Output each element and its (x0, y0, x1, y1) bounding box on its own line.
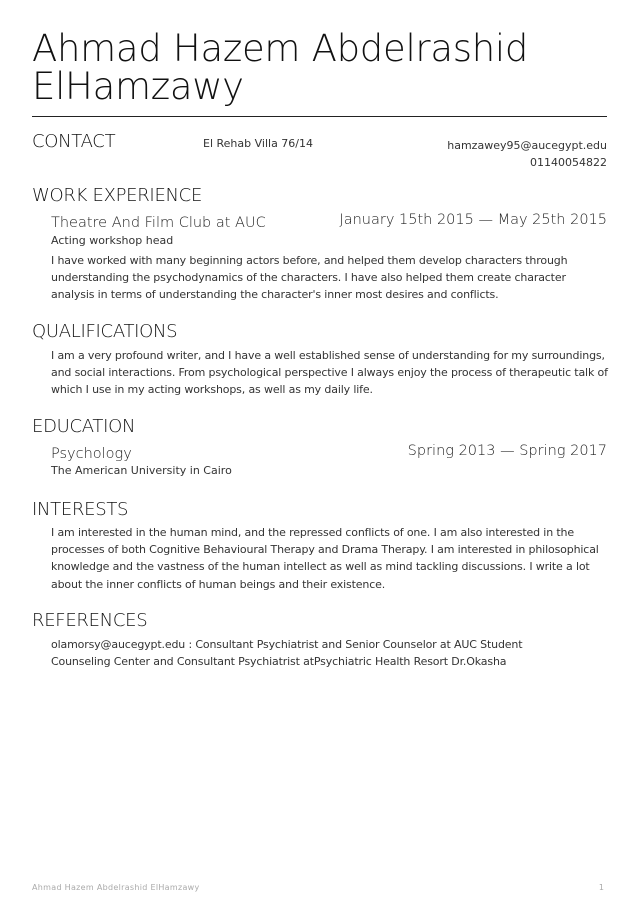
contact-phone: 01140054822 (530, 156, 607, 169)
references-text: olamorsy@aucegypt.edu : Consultant Psychiatrist and Senior Counselor at AUC Student Counseling Center and Consultant Psychiatrist atPsychiatric Health Resort Dr.Okasha (51, 638, 523, 669)
education-institution: The American University in Cairo (51, 464, 232, 477)
education-entry-header (51, 443, 607, 462)
work-heading: WORK EXPERIENCE (32, 185, 203, 206)
work-organization: Theatre And Film Club at AUC (51, 215, 266, 231)
education-degree: Psychology (51, 446, 132, 462)
contact-details (447, 137, 607, 171)
education-dates: Spring 2013 — Spring 2017 (407, 443, 607, 459)
education-heading: EDUCATION (32, 416, 136, 437)
work-entry-header (51, 212, 607, 231)
interests-text: I am interested in the human mind, and the repressed conflicts of one. I am also interested in the processes of both Cognitive Behavioural Therapy and Drama Therapy. I am interested in philosophical knowledge and the vastness of the human intellect as well as mind tackling discussions. I write a lot about the inner conflicts of human beings and their existence. (51, 526, 599, 591)
work-role: Acting workshop head (51, 234, 174, 247)
qualifications-heading: QUALIFICATIONS (32, 321, 178, 342)
qualifications-text: I am a very profound writer, and I have a well established sense of understanding for my surroundings, and social interactions. From psychological perspective I always enjoy the process of therapeutic talk of which I use in my acting workshops, as well as my daily life. (51, 349, 608, 397)
footer-page-number: 1 (598, 883, 604, 892)
contact-address: El Rehab Villa 76/14 (203, 137, 313, 150)
footer-name: Ahmad Hazem Abdelrashid ElHamzawy (32, 883, 200, 892)
references-heading: REFERENCES (32, 610, 148, 631)
header-divider (32, 116, 607, 117)
resume-name: Ahmad Hazem Abdelrashid ElHamzawy (32, 27, 529, 108)
work-dates: January 15th 2015 — May 25th 2015 (339, 212, 607, 228)
contact-email[interactable]: hamzawey95@aucegypt.edu (447, 139, 607, 152)
contact-heading: CONTACT (32, 131, 116, 152)
interests-heading: INTERESTS (32, 499, 129, 520)
work-description: I have worked with many beginning actors before, and helped them develop characters through understanding the psychodynamics of the characters. I have also helped them create character analysis in terms of understanding the character's inner most desires and conflicts. (51, 254, 568, 302)
